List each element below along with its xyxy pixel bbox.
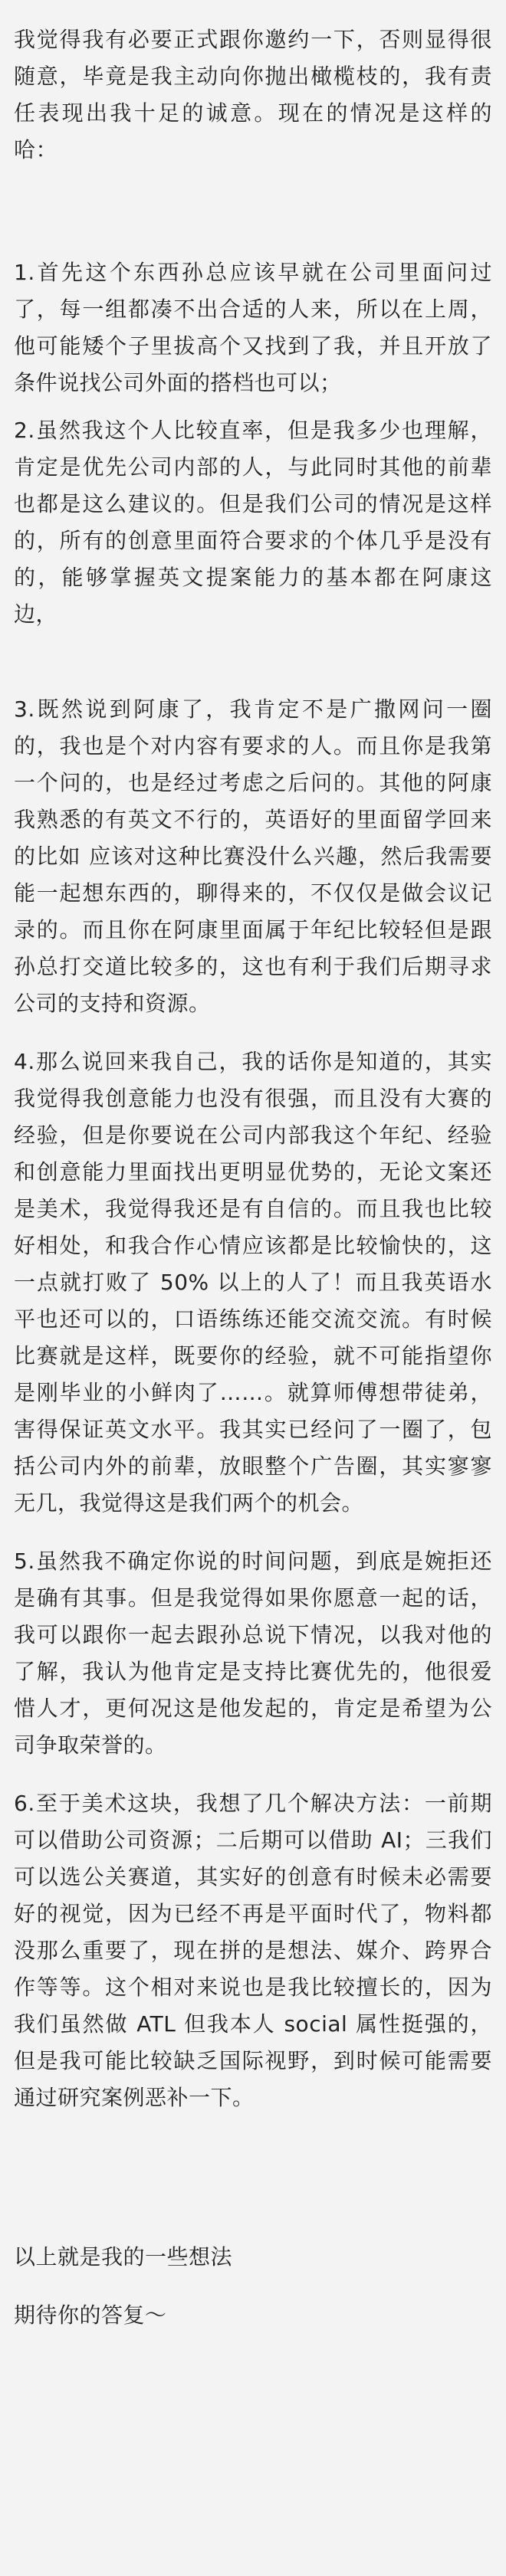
spacer <box>14 2116 492 2239</box>
spacer <box>14 1522 492 1543</box>
spacer <box>14 169 492 254</box>
intro-paragraph: 我觉得我有必要正式跟你邀约一下，否则显得很随意，毕竟是我主动向你抛出橄榄枝的，我有责任表现出我十足的诚意。现在的情况是这样的哈： <box>14 27 492 162</box>
spacer <box>14 2276 492 2297</box>
spacer <box>14 1022 492 1044</box>
closing-line-2: 期待你的答复～ <box>14 2302 167 2328</box>
closing-line-1: 以上就是我的一些想法 <box>14 2244 233 2270</box>
spacer <box>14 1764 492 1785</box>
spacer <box>14 401 492 412</box>
point-6-paragraph: 6.至于美术这块，我想了几个解决方法：一前期可以借助公司资源；二后期可以借助 AI；三我们可以选公关赛道，其实好的创意有时候未必需要好的视觉，因为已经不再是平面时代了，物料都没那么重要了，现在拼的是想法、媒介、跨界合作等等。这个相对来说也是我比较擅长的，因为我们虽然做 ATL 但我本人 social 属性挺强的，但是我可能比较缺乏国际视野，到时候可能需要通过研究案例恶补一下。 <box>14 1791 492 2110</box>
point-4-paragraph: 4.那么说回来我自己，我的话你是知道的，其实我觉得我创意能力也没有很强，而且没有大赛的经验，但是你要说在公司内部我这个年纪、经验和创意能力里面找出更明显优势的，无论文案还是美术，我觉得我还是有自信的。而且我也比较好相处，和我合作心情应该都是比较愉快的，这一点就打败了 50% 以上的人了！而且我英语水平也还可以的，口语练练还能交流交流。有时候比赛就是这样，既要你的经验，就不可能指望你是刚毕业的小鲜肉了……。就算师傅想带徒弟，害得保证英文水平。我其实已经问了一圈了，包括公司内外的前辈，放眼整个广告圈，其实寥寥无几，我觉得这是我们两个的机会。 <box>14 1049 492 1516</box>
spacer <box>14 633 492 691</box>
point-2-paragraph: 2.虽然我这个人比较直率，但是我多少也理解，肯定是优先公司内部的人，与此同时其他的前辈也都是这么建议的。但是我们公司的情况是这样的，所有的创意里面符合要求的个体几乎是没有的，能够掌握英文提案能力的基本都在阿康这边， <box>14 418 492 627</box>
point-3-paragraph: 3.既然说到阿康了，我肯定不是广撒网问一圈的，我也是个对内容有要求的人。而且你是我第一个问的，也是经过考虑之后问的。其他的阿康我熟悉的有英文不行的，英语好的里面留学回来的比如 应该对这种比赛没什么兴趣，然后我需要能一起想东西的，聊得来的，不仅仅是做会议记录的。而且你在阿康里面属于年纪比较轻但是跟孙总打交道比较多的，这也有利于我们后期寻求公司的支持和资源。 <box>14 696 492 1016</box>
point-5-paragraph: 5.虽然我不确定你说的时间问题，到底是婉拒还是确有其事。但是我觉得如果你愿意一起的话，我可以跟你一起去跟孙总说下情况，以我对他的了解，我认为他肯定是支持比赛优先的，他很爱惜人才，更何况这是他发起的，肯定是希望为公司争取荣誉的。 <box>14 1549 492 1758</box>
point-1-paragraph: 1.首先这个东西孙总应该早就在公司里面问过了，每一组都凑不出合适的人来，所以在上周，他可能矮个子里拔高个又找到了我，并且开放了条件说找公司外面的搭档也可以； <box>14 260 492 395</box>
